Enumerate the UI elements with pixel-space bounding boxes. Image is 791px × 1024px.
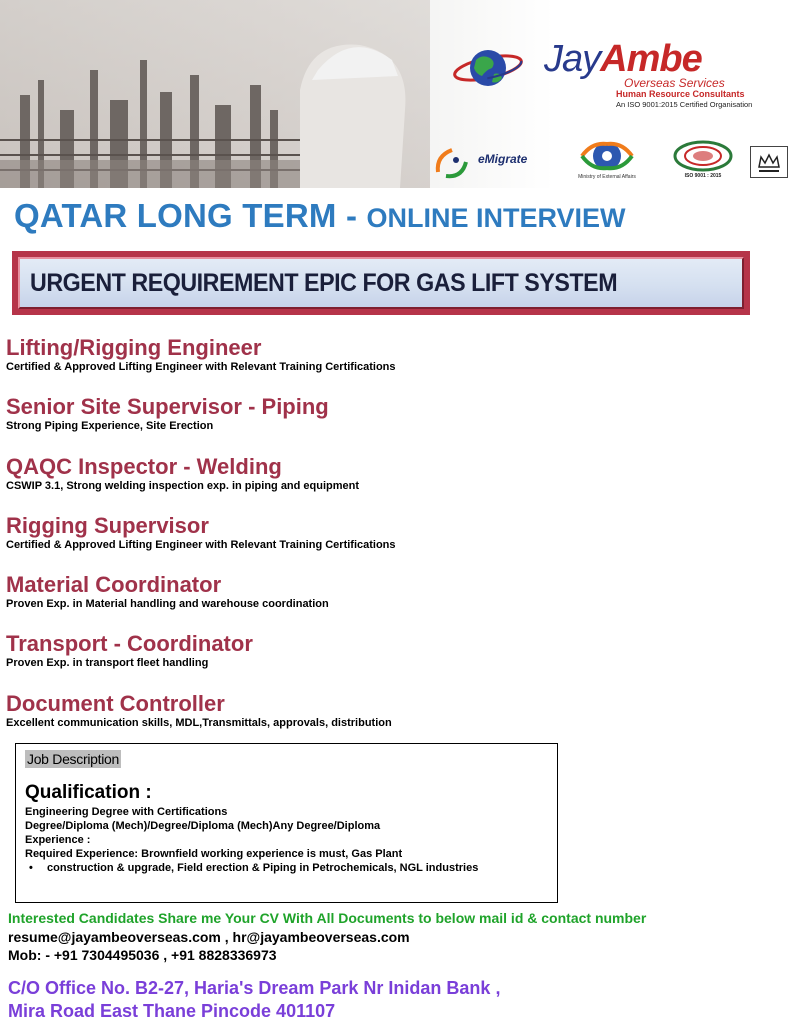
ukas-logo xyxy=(750,146,788,178)
emigrate-icon xyxy=(432,142,474,182)
iso-label: ISO 9001 : 2015 xyxy=(684,173,722,179)
job-item xyxy=(6,454,766,513)
job-item xyxy=(6,394,766,453)
qualification-details xyxy=(25,805,547,861)
job-title: Document Controller xyxy=(6,690,225,716)
partner-logos xyxy=(432,138,788,184)
qualification-heading: Qualification : xyxy=(25,782,152,803)
job-title: QAQC Inspector - Welding xyxy=(6,453,282,479)
application-instructions: Interested Candidates Share me Your CV With All Documents to below mail id & contact number xyxy=(8,910,647,926)
header-banner xyxy=(0,0,791,188)
emigrate-logo xyxy=(432,142,560,182)
brand-tagline: Overseas Services xyxy=(624,76,725,90)
iso-certification-text: An ISO 9001:2015 Certified Organisation xyxy=(616,100,753,109)
iso-seal-icon xyxy=(672,140,734,172)
job-description-box xyxy=(15,743,558,903)
job-description-label: Job Description xyxy=(27,751,119,767)
job-requirement: Proven Exp. in Material handling and warehouse coordination xyxy=(6,598,329,611)
job-item xyxy=(6,335,766,394)
job-item xyxy=(6,631,766,690)
urgent-requirement-text: URGENT REQUIREMENT EPIC FOR GAS LIFT SYSTEM xyxy=(30,268,618,297)
emigrate-label: eMigrate xyxy=(478,152,528,166)
job-requirement: Certified & Approved Lifting Engineer with Relevant Training Certifications xyxy=(6,361,396,373)
contact-phone: Mob: - +91 7304495036 , +91 8828336973 xyxy=(8,947,277,963)
contact-emails: resume@jayambeoverseas.com , hr@jayambeoverseas.com xyxy=(8,929,410,945)
office-address-line1: C/O Office No. B2-27, Haria's Dream Park Nr Inidan Bank , xyxy=(8,978,501,998)
job-requirement: CSWIP 3.1, Strong welding inspection exp. in piping and equipment xyxy=(6,479,360,492)
headline-sub: ONLINE INTERVIEW xyxy=(366,203,626,233)
job-item xyxy=(6,572,766,631)
job-title: Material Coordinator xyxy=(6,572,222,598)
job-item xyxy=(6,513,766,572)
iso-logo xyxy=(672,140,734,182)
company-logo xyxy=(446,36,776,116)
qualification-line: Degree/Diploma (Mech)/Degree/Diploma (Mech)Any Degree/Diploma xyxy=(25,820,381,832)
qualification-line: Experience : xyxy=(25,834,91,846)
mea-label: Ministry of External Affairs xyxy=(578,174,636,180)
industrial-plant-image xyxy=(0,0,430,188)
mea-emblem-icon xyxy=(570,138,644,174)
qualification-line: Engineering Degree with Certifications xyxy=(25,806,228,818)
page-headline xyxy=(14,197,626,235)
bullet-icon: • xyxy=(29,862,33,874)
qualification-bullet xyxy=(25,862,547,875)
globe-icon xyxy=(452,40,524,96)
job-requirement: Strong Piping Experience, Site Erection xyxy=(6,420,214,433)
job-title: Senior Site Supervisor - Piping xyxy=(6,394,329,420)
brand-subtitle: Human Resource Consultants xyxy=(616,89,745,99)
brand-name: JayAmbe xyxy=(544,38,702,80)
bullet-text: construction & upgrade, Field erection & Piping in Petrochemicals, NGL industries xyxy=(47,862,479,874)
job-item xyxy=(6,691,766,750)
office-address-line2: Mira Road East Thane Pincode 401107 xyxy=(8,1001,336,1021)
job-title: Lifting/Rigging Engineer xyxy=(6,335,262,360)
job-requirement: Excellent communication skills, MDL,Transmittals, approvals, distribution xyxy=(6,716,392,729)
job-title: Rigging Supervisor xyxy=(6,512,209,538)
urgent-requirement-banner xyxy=(12,251,750,315)
job-title: Transport - Coordinator xyxy=(6,631,253,657)
job-requirement: Proven Exp. in transport fleet handling xyxy=(6,657,209,670)
job-requirement: Certified & Approved Lifting Engineer with Relevant Training Certifications xyxy=(6,538,396,551)
job-list xyxy=(6,335,766,750)
qualification-line: Required Experience: Brownfield working experience is must, Gas Plant xyxy=(25,848,403,860)
headline-main: QATAR LONG TERM - xyxy=(14,197,367,234)
ukas-crown-icon xyxy=(751,147,787,177)
mea-logo xyxy=(570,138,644,184)
